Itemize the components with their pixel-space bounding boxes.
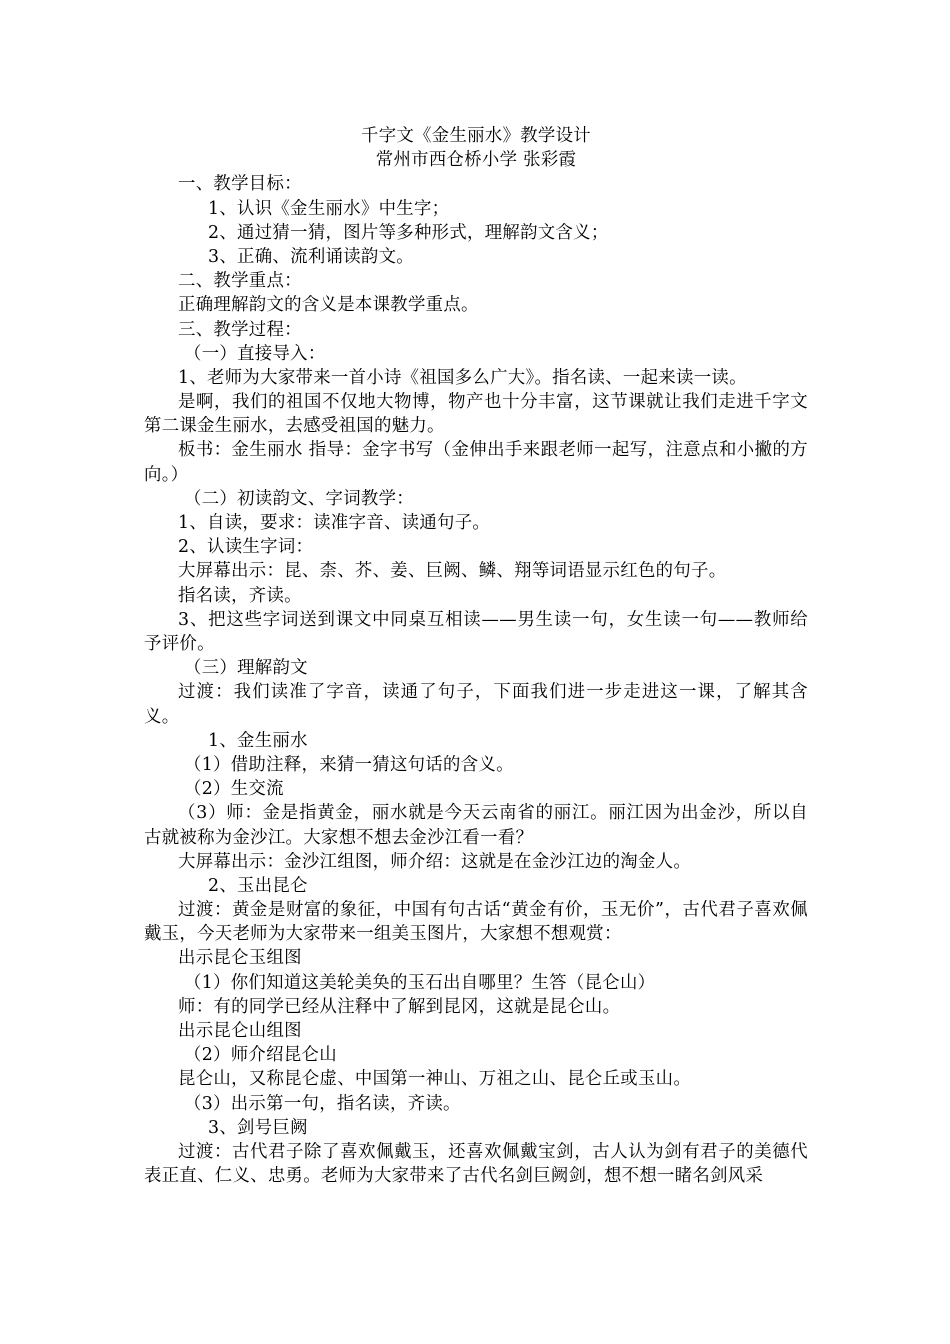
section-heading: 二、教学重点：: [178, 271, 302, 292]
paragraph: 师：有的同学已经从注释中了解到昆冈，这就是昆仑山。: [178, 996, 621, 1017]
list-item: 1、认识《金生丽水》中生字；: [208, 198, 450, 219]
paragraph: （1）你们知道这美轮美奂的玉石出自哪里？生答（昆仑山）: [184, 972, 656, 993]
paragraph: 出示昆仑玉组图: [178, 948, 302, 969]
document-title: 千字文《金生丽水》教学设计: [361, 126, 591, 146]
paragraph: （2）师介绍昆仑山: [184, 1045, 337, 1066]
paragraph: （2）生交流: [184, 779, 284, 800]
paragraph: （1）借助注释，来猜一猜这句话的含义。: [184, 754, 514, 775]
paragraph: 大屏幕出示：金沙江组图，师介绍：这就是在金沙江边的淘金人。: [178, 851, 692, 872]
paragraph: 过渡：古代君子除了喜欢佩戴玉，还喜欢佩戴宝剑，古人认为剑有君子的美德代表正直、仁义、忠勇。老师为大家带来了古代名剑巨阙剑，想不想一睹名剑风采: [144, 1141, 808, 1187]
paragraph: 是啊，我们的祖国不仅地大物博，物产也十分丰富，这节课就让我们走进千字文第二课金生丽水，去感受祖国的魅力。: [144, 392, 808, 437]
paragraph: 板书：金生丽水 指导：金字书写（金伸出手来跟老师一起写，注意点和小撇的方向。）: [144, 440, 808, 485]
paragraph: 过渡：我们读准了字音，读通了句子，下面我们进一步走进这一课，了解其含义。: [144, 682, 808, 727]
item-heading: 3、剑号巨阙: [208, 1117, 308, 1138]
paragraph: 2、认读生字词：: [178, 537, 314, 558]
section-heading: 一、教学目标：: [178, 174, 302, 195]
paragraph: 大屏幕出示：昆、柰、芥、姜、巨阙、鳞、翔等词语显示红色的句子。: [178, 561, 727, 582]
document-body: [144, 124, 808, 1188]
paragraph: 出示昆仑山组图: [178, 1021, 302, 1042]
section-heading: 三、教学过程：: [178, 319, 302, 340]
item-heading: 2、玉出昆仑: [208, 875, 308, 896]
paragraph: 过渡：黄金是财富的象征，中国有句古话“黄金有价，玉无价”，古代君子喜欢佩戴玉，今天老师为大家带来一组美玉图片，大家想不想观赏：: [144, 900, 808, 945]
paragraph: 1、自读，要求：读准字音、读通句子。: [178, 513, 491, 534]
paragraph: 昆仑山，又称昆仑虚、中国第一神山、万祖之山、昆仑丘或玉山。: [178, 1069, 692, 1090]
paragraph: （3）出示第一句，指名读，齐读。: [184, 1093, 461, 1114]
paragraph: 3、把这些字词送到课文中同桌互相读——男生读一句，女生读一句——教师给予评价。: [144, 609, 808, 654]
subsection-heading: （一）直接导入：: [184, 343, 326, 364]
paragraph: 1、老师为大家带来一首小诗《祖国多么广大》。指名读、一起来读一读。: [178, 367, 747, 388]
paragraph: 正确理解韵文的含义是本课教学重点。: [178, 295, 479, 316]
paragraph: 指名读，齐读。: [178, 585, 302, 606]
list-item: 3、正确、流利诵读韵文。: [208, 246, 414, 267]
author-line: 常州市西仓桥小学 张彩霞: [375, 150, 577, 171]
list-item: 2、通过猜一猜，图片等多种形式，理解韵文含义；: [208, 222, 609, 243]
subsection-heading: （三）理解韵文: [184, 658, 308, 679]
subsection-heading: （二）初读韵文、字词教学：: [184, 488, 414, 509]
item-heading: 1、金生丽水: [208, 730, 308, 751]
paragraph: （3）师：金是指黄金，丽水就是今天云南省的丽江。丽江因为出金沙，所以自古就被称为金沙江。大家想不想去金沙江看一看？: [144, 803, 808, 848]
